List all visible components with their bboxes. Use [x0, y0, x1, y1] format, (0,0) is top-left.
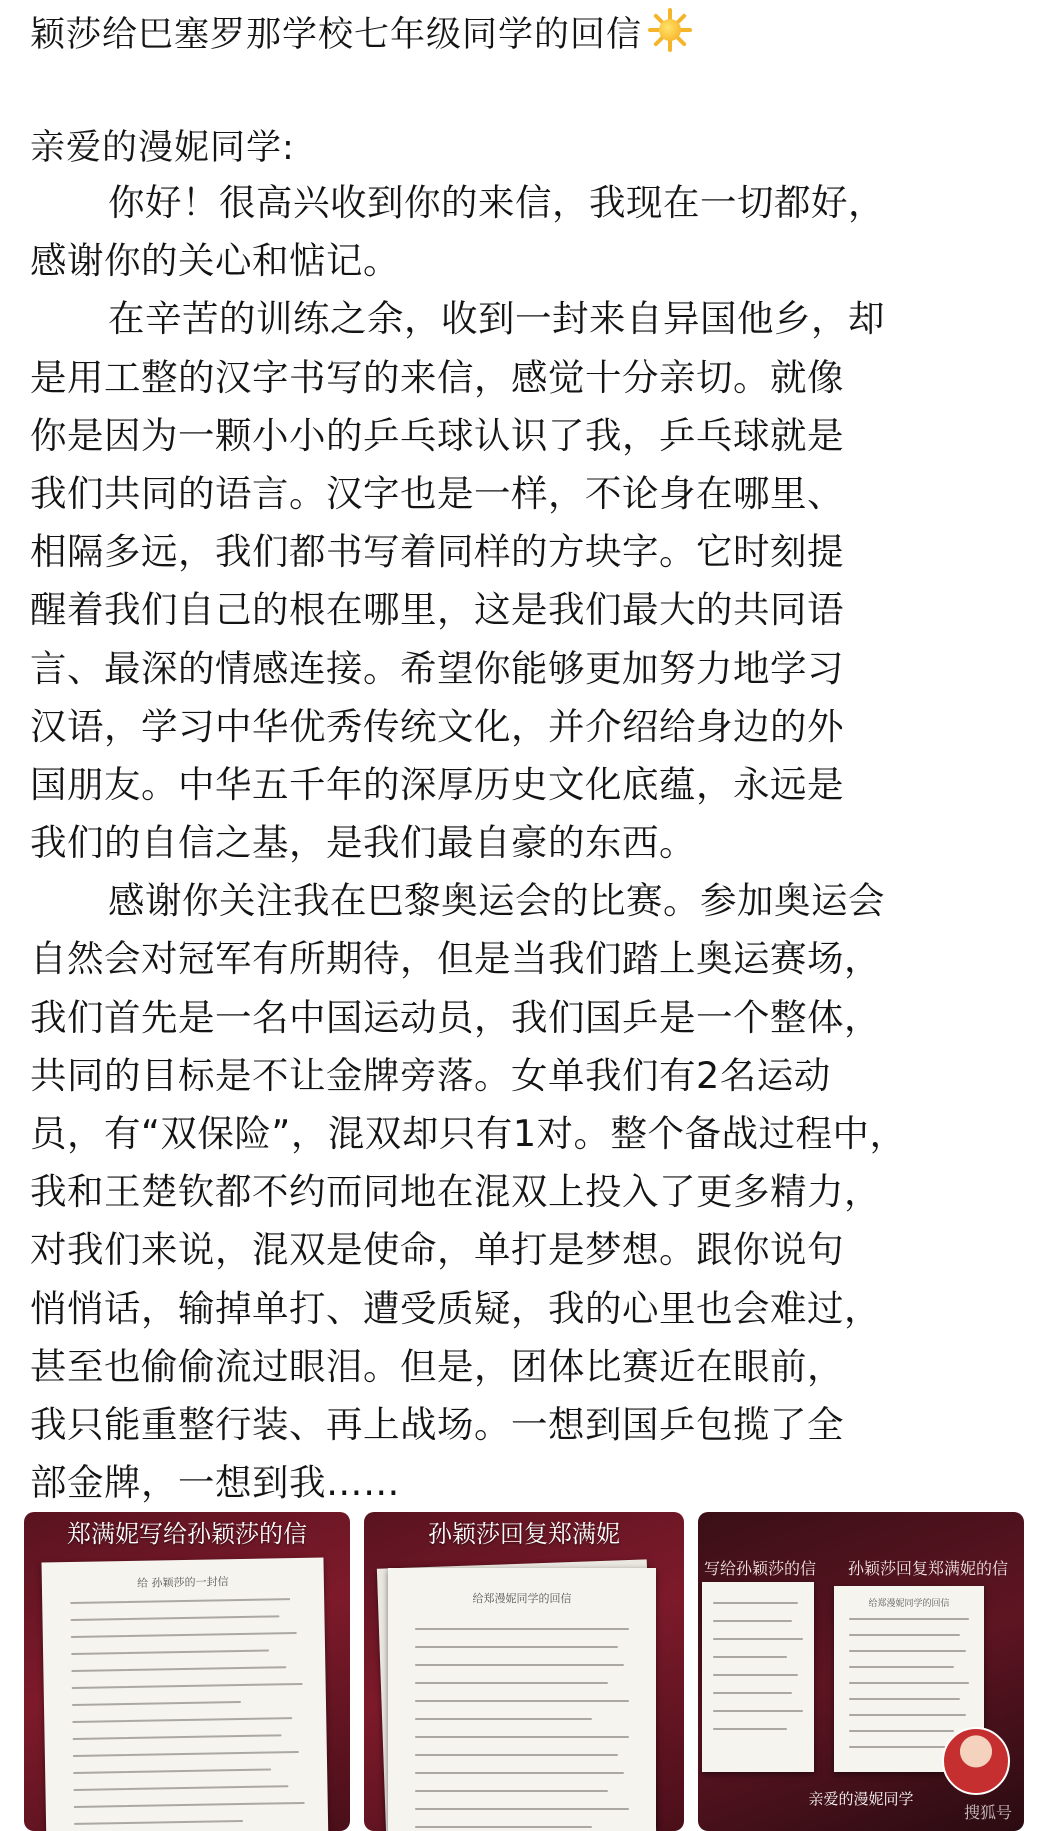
text-line-decoration	[415, 1664, 624, 1666]
text-line-decoration	[713, 1656, 787, 1658]
letter-line: 共同的目标是不让金牌旁落。女单我们有2名运动	[30, 1053, 831, 1097]
text-line-decoration	[74, 1785, 288, 1791]
text-line-decoration	[415, 1628, 629, 1630]
text-line-decoration	[74, 1820, 243, 1825]
text-line-decoration	[72, 1666, 286, 1672]
text-line-decoration	[849, 1730, 954, 1732]
letter-line: 我只能重整行装、再上战场。一想到国乒包揽了全	[30, 1402, 844, 1446]
paper-title-2: 给郑漫妮同学的回信	[472, 1592, 572, 1605]
text-line-decoration	[713, 1638, 803, 1640]
text-line-decoration	[72, 1683, 303, 1689]
text-line-decoration	[415, 1646, 619, 1648]
text-line-decoration	[849, 1682, 969, 1684]
text-line-decoration	[415, 1826, 592, 1828]
text-line-decoration	[713, 1620, 791, 1622]
letter-line: 在辛苦的训练之余，收到一封来自异国他乡，却	[108, 297, 885, 341]
text-line-decoration	[74, 1802, 305, 1808]
text-line-decoration	[415, 1808, 629, 1810]
text-line-decoration	[71, 1650, 268, 1655]
post-title-text: 颖莎给巴塞罗那学校七年级同学的回信	[30, 15, 643, 55]
text-line-decoration	[849, 1618, 969, 1620]
text-line-decoration	[415, 1682, 608, 1684]
text-line-decoration	[71, 1615, 280, 1621]
letter-line: 部金牌，一想到我……	[30, 1461, 400, 1505]
letter-greeting: 亲爱的漫妮同学:	[30, 128, 295, 168]
text-line-decoration	[713, 1674, 798, 1676]
image-gallery	[24, 1512, 1024, 1831]
letter-line: 国朋友。中华五千年的深厚历史文化底蕴，永远是	[30, 762, 844, 806]
text-line-decoration	[713, 1728, 787, 1730]
letter-line: 对我们来说，混双是使命，单打是梦想。跟你说句	[30, 1228, 844, 1272]
text-line-decoration	[73, 1769, 270, 1774]
letter-line: 甚至也偷偷流过眼泪。但是，团体比赛近在眼前，	[30, 1344, 844, 1388]
paper-title-1: 给 孙颖莎的一封信	[137, 1575, 229, 1590]
text-line-decoration	[713, 1710, 803, 1712]
letter-paper-left	[702, 1582, 814, 1772]
text-line-decoration	[73, 1734, 282, 1740]
text-line-decoration	[713, 1692, 791, 1694]
text-line-decoration	[73, 1751, 299, 1757]
text-line-decoration	[70, 1598, 290, 1604]
letter-line: 感谢你关注我在巴黎奥运会的比赛。参加奥运会	[108, 879, 885, 923]
text-line-decoration	[849, 1714, 966, 1716]
text-line-decoration	[415, 1772, 624, 1774]
letter-line: 言、最深的情感连接。希望你能够更加努力地学习	[30, 646, 844, 690]
letter-line: 是用工整的汉字书写的来信，感觉十分亲切。就像	[30, 355, 844, 399]
letter-line: 我们的自信之基，是我们最自豪的东西。	[30, 821, 696, 865]
text-line-decoration	[415, 1700, 629, 1702]
typed-letter-paper	[388, 1568, 656, 1831]
letter-line: 悄悄话，输掉单打、遭受质疑，我的心里也会难过，	[30, 1286, 881, 1330]
letter-line: 员，有“双保险”，混双却只有1对。整个备战过程中，	[30, 1112, 907, 1155]
handwritten-letter-paper	[41, 1558, 328, 1831]
letter-line: 你好！很高兴收到你的来信，我现在一切都好，	[108, 181, 885, 224]
text-line-decoration	[72, 1717, 292, 1723]
letter-line: 我们共同的语言。汉字也是一样，不论身在哪里、	[30, 471, 844, 515]
text-line-decoration	[849, 1634, 960, 1636]
image-thumbnail-1[interactable]	[24, 1512, 350, 1831]
image-caption-3-bottom: 亲爱的漫妮同学	[808, 1790, 914, 1808]
image-caption-1: 郑满妮写给孙颖莎的信	[67, 1520, 307, 1548]
image-caption-3-right: 孙颖莎回复郑满妮的信	[848, 1559, 1009, 1578]
watermark: 搜狐号	[963, 1803, 1012, 1822]
image-caption-2: 孙颖莎回复郑满妮	[428, 1520, 620, 1548]
letter-line: 感谢你的关心和惦记。	[30, 239, 400, 283]
text-line-decoration	[849, 1666, 954, 1668]
text-line-decoration	[71, 1632, 297, 1638]
text-line-decoration	[415, 1790, 608, 1792]
letter-line: 你是因为一颗小小的乒乓球认识了我，乒乓球就是	[30, 413, 844, 457]
avatar-icon	[942, 1727, 1010, 1795]
text-line-decoration	[849, 1698, 960, 1700]
letter-line: 我和王楚钦都不约而同地在混双上投入了更多精力，	[30, 1170, 881, 1214]
text-line-decoration	[72, 1701, 241, 1706]
paper-title-3: 给郑漫妮同学的回信	[868, 1599, 950, 1609]
image-thumbnail-3[interactable]	[698, 1512, 1024, 1831]
text-line-decoration	[415, 1736, 629, 1738]
image-caption-3-left: 写给孙颖莎的信	[704, 1559, 817, 1578]
letter-line: 相隔多远，我们都书写着同样的方块字。它时刻提	[30, 530, 844, 574]
sun-emoji-icon	[648, 8, 692, 52]
post-title	[30, 8, 1030, 61]
letter-line: 醒着我们自己的根在哪里，这是我们最大的共同语	[30, 588, 844, 632]
letter-line: 汉语，学习中华优秀传统文化，并介绍给身边的外	[30, 704, 844, 748]
image-thumbnail-2[interactable]	[364, 1512, 684, 1831]
letter-line: 自然会对冠军有所期待，但是当我们踏上奥运赛场，	[30, 937, 881, 981]
text-line-decoration	[415, 1754, 619, 1756]
letter-body	[30, 174, 1030, 1512]
text-line-decoration	[415, 1718, 592, 1720]
text-line-decoration	[849, 1650, 966, 1652]
letter-line: 我们首先是一名中国运动员，我们国乒是一个整体，	[30, 995, 881, 1039]
text-line-decoration	[713, 1602, 798, 1604]
